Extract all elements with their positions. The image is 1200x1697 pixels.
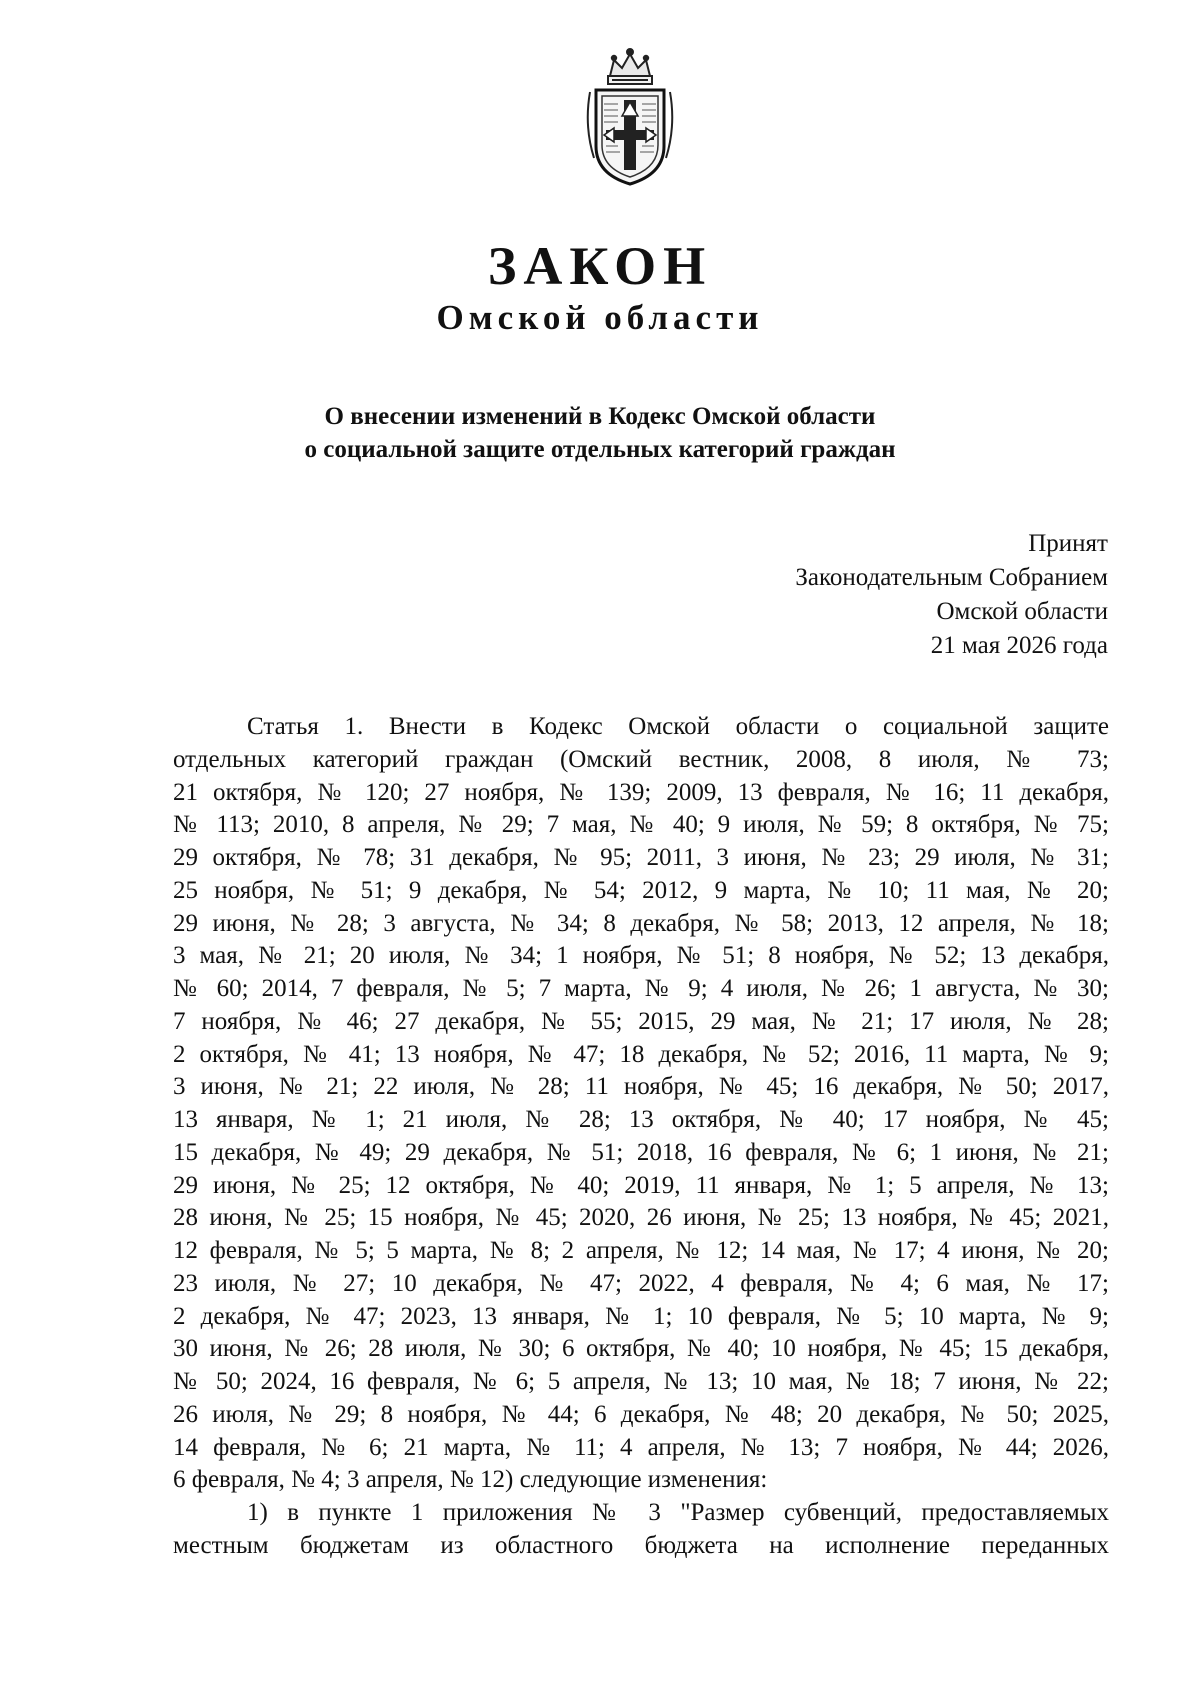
body-line: 12 февраля, № 5; 5 марта, № 8; 2 апреля, № 12; 14 мая, № 17; 4 июня, № 20; xyxy=(173,1237,1109,1264)
body-line: № 50; 2024, 16 февраля, № 6; 5 апреля, № 13; 10 мая, № 18; 7 июня, № 22; xyxy=(173,1368,1109,1395)
body-line: 29 июня, № 25; 12 октября, № 40; 2019, 11 января, № 1; 5 апреля, № 13; xyxy=(173,1171,1109,1199)
body-line: 1) в пункте 1 приложения № 3 "Размер субвенций, предоставляемых xyxy=(247,1499,1109,1526)
body-line: № 113; 2010, 8 апреля, № 29; 7 мая, № 40; 9 июля, № 59; 8 октября, № 75; xyxy=(173,811,1109,839)
body-line: 29 октября, № 78; 31 декабря, № 95; 2011, 3 июня, № 23; 29 июля, № 31; xyxy=(173,844,1109,871)
body-line: 28 июня, № 25; 15 ноября, № 45; 2020, 26 июня, № 25; 13 ноября, № 45; 2021, xyxy=(173,1204,1109,1232)
law-name-line: о социальной защите отдельных категорий граждан xyxy=(304,436,896,463)
body-line: 7 ноября, № 46; 27 декабря, № 55; 2015, 29 мая, № 21; 17 июля, № 28; xyxy=(173,1007,1109,1035)
document-subtitle: Омской области xyxy=(436,298,764,337)
body-line: 23 июля, № 27; 10 декабря, № 47; 2022, 4 февраля, № 4; 6 мая, № 17; xyxy=(173,1269,1109,1297)
body-line: 14 февраля, № 6; 21 марта, № 11; 4 апреля, № 13; 7 ноября, № 44; 2026, xyxy=(173,1433,1109,1461)
body-line: 13 января, № 1; 21 июля, № 28; 13 октября, № 40; 17 ноября, № 45; xyxy=(173,1106,1109,1133)
body-line: 26 июля, № 29; 8 ноября, № 44; 6 декабря, № 48; 20 декабря, № 50; 2025, xyxy=(173,1400,1109,1428)
law-name-line: О внесении изменений в Кодекс Омской области xyxy=(324,403,876,430)
body-line: 21 октября, № 120; 27 ноября, № 139; 2009, 13 февраля, № 16; 11 декабря, xyxy=(173,778,1109,806)
body-line: 3 июня, № 21; 22 июля, № 28; 11 ноября, № 45; 16 декабря, № 50; 2017, xyxy=(173,1073,1109,1101)
body-line: Статья 1. Внести в Кодекс Омской области о социальной защите xyxy=(247,713,1109,740)
body-line: отдельных категорий граждан (Омский вестник, 2008, 8 июля, № 73; xyxy=(173,745,1109,773)
body-line: 25 ноября, № 51; 9 декабря, № 54; 2012, 9 марта, № 10; 11 мая, № 20; xyxy=(173,876,1109,904)
adoption-date: 21 мая 2026 года xyxy=(930,632,1108,659)
adoption-line: Законодательным Собранием xyxy=(795,564,1108,591)
body-line: 2 октября, № 41; 13 ноября, № 47; 18 декабря, № 52; 2016, 11 марта, № 9; xyxy=(173,1040,1109,1068)
body-line: 2 декабря, № 47; 2023, 13 января, № 1; 10 февраля, № 5; 10 марта, № 9; xyxy=(173,1302,1109,1330)
adoption-line: Омской области xyxy=(936,598,1108,625)
law-name xyxy=(0,400,1200,466)
omsk-coat-of-arms-icon xyxy=(582,46,678,188)
body-line: 15 декабря, № 49; 29 декабря, № 51; 2018, 16 февраля, № 6; 1 июня, № 21; xyxy=(173,1138,1109,1166)
document-title: ЗАКОН xyxy=(487,236,713,296)
body-line: № 60; 2014, 7 февраля, № 5; 7 марта, № 9; 4 июля, № 26; 1 августа, № 30; xyxy=(173,975,1109,1002)
body-line: 6 февраля, № 4; 3 апреля, № 12) следующие изменения: xyxy=(173,1466,768,1494)
adoption-line: Принят xyxy=(1028,530,1108,557)
adoption-block xyxy=(795,527,1108,663)
body-line: 30 июня, № 26; 28 июля, № 30; 6 октября, № 40; 10 ноября, № 45; 15 декабря, xyxy=(173,1335,1109,1363)
body-line: 29 июня, № 28; 3 августа, № 34; 8 декабря, № 58; 2013, 12 апреля, № 18; xyxy=(173,909,1109,937)
body-line: 3 мая, № 21; 20 июля, № 34; 1 ноября, № 51; 8 ноября, № 52; 13 декабря, xyxy=(173,942,1109,970)
article-1-text xyxy=(173,711,1109,1563)
body-line: местным бюджетам из областного бюджета на исполнение переданных xyxy=(173,1531,1109,1559)
